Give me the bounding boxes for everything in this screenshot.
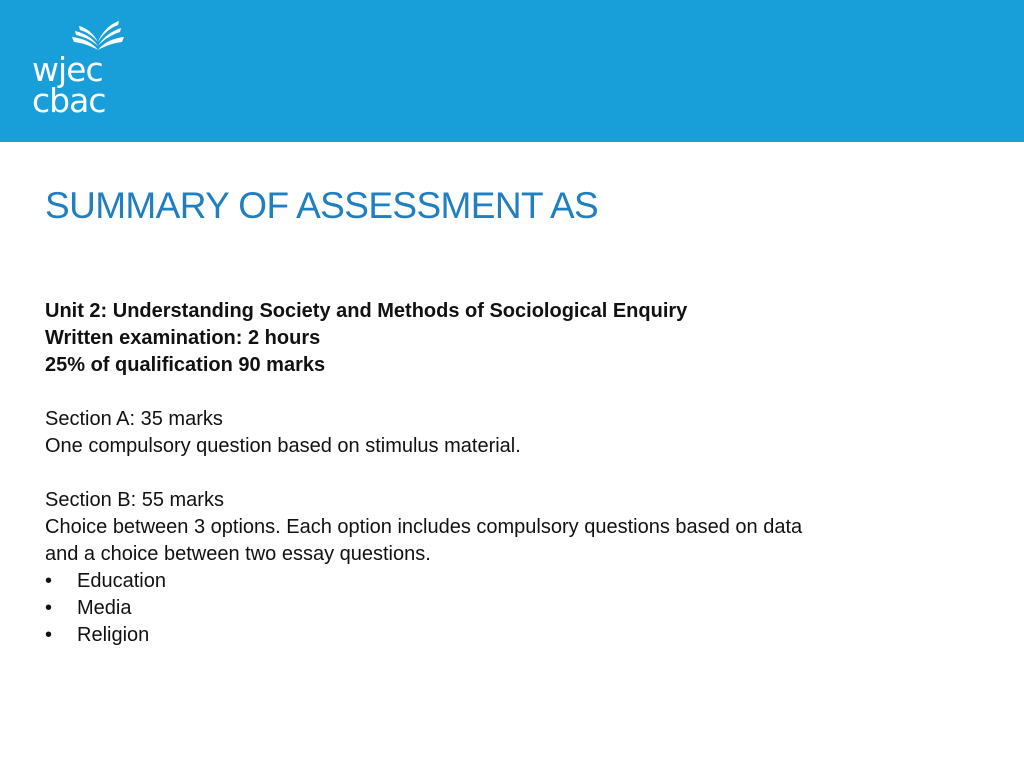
option-label: Media <box>77 597 132 619</box>
spacer <box>45 379 985 406</box>
slide-title: SUMMARY OF ASSESSMENT AS <box>45 185 599 226</box>
logo-text-wjec: wjec <box>32 50 103 89</box>
bullet-icon: • <box>45 570 53 592</box>
open-book-icon <box>68 20 128 54</box>
wjec-cbac-logo <box>30 20 130 120</box>
option-label: Education <box>77 570 166 592</box>
list-item <box>45 622 985 649</box>
options-list <box>45 568 985 649</box>
exam-duration: Written examination: 2 hours <box>45 327 321 349</box>
unit-heading: Unit 2: Understanding Society and Methods of Sociological Enquiry <box>45 300 688 322</box>
list-item <box>45 595 985 622</box>
logo-text-cbac: cbac <box>32 81 106 120</box>
section-b-description-line2: and a choice between two essay questions. <box>45 543 431 565</box>
option-label: Religion <box>77 624 150 646</box>
bullet-icon: • <box>45 597 53 619</box>
slide-body <box>45 298 985 649</box>
bullet-icon: • <box>45 624 53 646</box>
list-item <box>45 568 985 595</box>
header-banner <box>0 0 1024 142</box>
spacer <box>45 460 985 487</box>
section-a-description: One compulsory question based on stimulus material. <box>45 435 521 457</box>
section-b-heading: Section B: 55 marks <box>45 489 224 511</box>
section-a-heading: Section A: 35 marks <box>45 408 223 430</box>
section-b-description-line1: Choice between 3 options. Each option includes compulsory questions based on data <box>45 516 803 538</box>
qualification-weight: 25% of qualification 90 marks <box>45 354 326 376</box>
